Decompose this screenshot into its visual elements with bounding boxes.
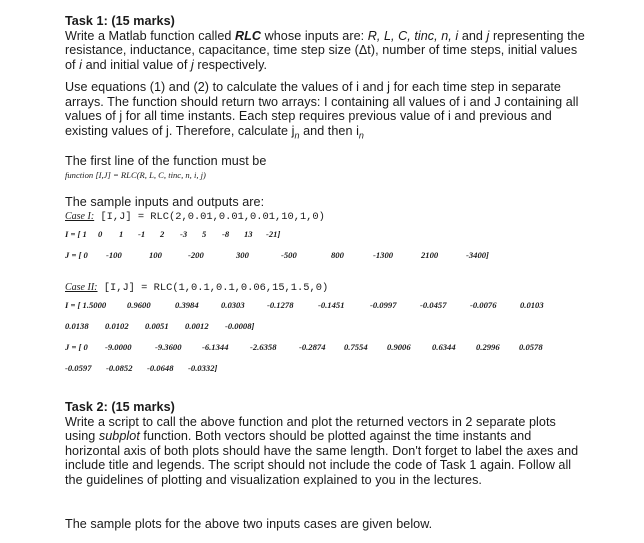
value-cell: -0.2874 (299, 342, 326, 352)
value-cell: -0.1451 (318, 300, 345, 310)
text-run: and initial value of (82, 57, 191, 72)
value-cell: J = [ 0 (65, 250, 88, 260)
value-cell: -6.1344 (202, 342, 229, 352)
text-run: Use equations (1) and (2) to calculate the values of i and j for each time step in separate arrays. The function should return two arrays: I containing all values of i and J containing all values of j for all time instants. Each step requires previous value of i and previous and existing values of j. Therefore, calculate j (65, 80, 579, 138)
case1-call-line (65, 211, 325, 223)
value-cell: -0.0852 (106, 363, 133, 373)
task2-paragraph-2: The sample plots for the above two inputs cases are given below. (65, 517, 433, 531)
task1-paragraph-1 (65, 29, 585, 73)
case1-label: Case I: (65, 211, 95, 222)
var-j: j (190, 57, 194, 72)
value-cell: -500 (281, 250, 297, 260)
value-cell: -0.0457 (420, 300, 447, 310)
function-name: RLC (235, 28, 262, 43)
value-cell: -0.0076 (470, 300, 497, 310)
task2-paragraph-1 (65, 415, 585, 488)
value-cell: 0.0303 (221, 300, 245, 310)
value-cell: 1 (119, 229, 124, 239)
subscript: n (294, 130, 300, 141)
case1-call: [I,J] = RLC(2,0.01,0.01,0.01,10,1,0) (94, 211, 325, 223)
value-cell: -100 (106, 250, 122, 260)
task2-section (65, 400, 585, 488)
value-cell: 100 (149, 250, 162, 260)
value-cell: -2.6358 (250, 342, 277, 352)
value-cell: 13 (244, 229, 253, 239)
function-signature: function [I,J] = RLC(R, L, C, tinc, n, i, j) (65, 170, 206, 180)
text-run: Write a Matlab function called (65, 28, 236, 43)
task1-heading: Task 1: (15 marks) (65, 14, 175, 28)
value-cell: -0.0597 (65, 363, 92, 373)
text-run: representing the resistance, inductance, capacitance, time step size (Δt), number of time steps, initial values of (65, 28, 585, 72)
value-cell: 0.9006 (387, 342, 411, 352)
value-cell: -9.0000 (105, 342, 132, 352)
value-cell: 0.0012 (185, 321, 209, 331)
value-cell: 0.9600 (127, 300, 151, 310)
value-cell: -3 (180, 229, 188, 239)
value-cell: 0.0103 (520, 300, 544, 310)
value-cell: 0.0138 (65, 321, 89, 331)
text-run: function. Both vectors should be plotted against the time instants and horizontal axis of both plots should have the same length. Don't forget to label the axes and include title and legends. The script should not include the code of Task 1 again. Follow all the guidelines of plotting and visualization explained to you in the lectures. (65, 429, 579, 487)
value-cell: -0.0332] (188, 363, 218, 373)
value-cell: 0.6344 (432, 342, 456, 352)
value-cell: 2 (160, 229, 165, 239)
text-run: and then i (299, 123, 359, 138)
value-cell: -9.3600 (155, 342, 182, 352)
value-cell: J = [ 0 (65, 342, 88, 352)
value-cell: -8 (222, 229, 230, 239)
case2-call: [I,J] = RLC(1,0.1,0.1,0.06,15,1.5,0) (97, 282, 329, 294)
subplot-term: subplot (98, 429, 140, 444)
var-list: R, L, C, tinc, n, i (367, 28, 459, 43)
value-cell: 0.0102 (105, 321, 129, 331)
value-cell: -200 (188, 250, 204, 260)
task1-section (65, 14, 585, 72)
case2-call-line (65, 282, 328, 294)
var-j: j (486, 28, 490, 43)
value-cell: 0 (98, 229, 103, 239)
value-cell: -3400] (466, 250, 489, 260)
value-cell: -1300 (373, 250, 394, 260)
value-cell: 5 (202, 229, 207, 239)
text-run: and (458, 28, 487, 43)
value-cell: 300 (236, 250, 249, 260)
text-run: respectively. (193, 57, 268, 72)
subscript: n (358, 130, 364, 141)
value-cell: -0.1278 (267, 300, 294, 310)
value-cell: 0.0578 (519, 342, 543, 352)
value-cell: 800 (331, 250, 344, 260)
first-line-label: The first line of the function must be (65, 154, 267, 168)
text-run: whose inputs are: (261, 28, 368, 43)
value-cell: -21] (266, 229, 281, 239)
case2-label: Case II: (65, 282, 98, 293)
value-cell: 0.2996 (476, 342, 500, 352)
value-cell: -0.0008] (225, 321, 255, 331)
value-cell: 2100 (421, 250, 439, 260)
value-cell: 0.0051 (145, 321, 169, 331)
var-i: i (79, 57, 83, 72)
text-run: Write a script to call the above function and plot the returned vectors in 2 separate plots using (65, 414, 556, 444)
value-cell: 0.7554 (344, 342, 368, 352)
value-cell: -0.0648 (147, 363, 174, 373)
task1-paragraph-2 (65, 80, 585, 143)
value-cell: 0.3984 (175, 300, 199, 310)
value-cell: -1 (138, 229, 146, 239)
value-cell: I = [ 1 (65, 229, 87, 239)
samples-label: The sample inputs and outputs are: (65, 195, 265, 209)
value-cell: I = [ 1.5000 (65, 300, 107, 310)
value-cell: -0.0997 (370, 300, 397, 310)
task2-heading: Task 2: (15 marks) (65, 400, 175, 414)
